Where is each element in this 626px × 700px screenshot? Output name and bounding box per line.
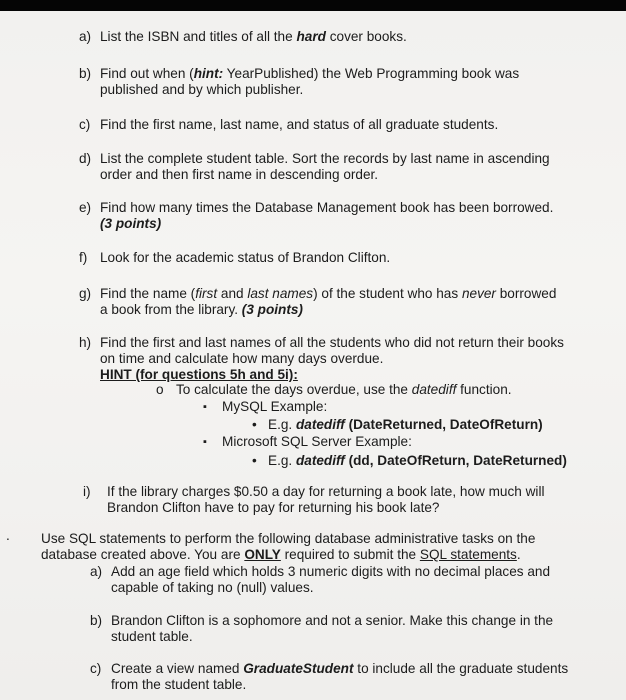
item-b-pre: Find out when (	[100, 66, 194, 81]
item-h-mysql-eg-args: (DateReturned, DateOfReturn)	[344, 417, 543, 432]
section-a-text	[111, 564, 550, 596]
item-b-mid: YearPublished) the Web Programming book was	[223, 66, 520, 81]
item-g-line2: a book from the library.	[100, 302, 242, 317]
item-i-line1: If the library charges $0.50 a day for returning a book late, how much will	[107, 484, 545, 499]
item-h-line2: on time and calculate how many days overdue.	[100, 351, 384, 366]
item-h-mssql-eg-pre: E.g.	[268, 453, 296, 468]
section-intro-mid: required to submit the	[280, 547, 420, 562]
item-d-line2: order and then first name in descending order.	[100, 167, 379, 182]
item-a-post: cover books.	[325, 29, 407, 44]
section-c-label: c)	[90, 661, 102, 676]
item-d-text	[100, 151, 550, 183]
section-a-line1: Add an age field which holds 3 numeric digits with no decimal places and	[111, 564, 551, 579]
item-g-mid: ) of the student who has	[313, 286, 462, 301]
dot-bullet-icon: •	[252, 453, 257, 468]
item-g-and: and	[217, 286, 248, 301]
item-g-never: never	[461, 286, 496, 301]
item-i-text	[107, 484, 545, 516]
item-h-mssql: Microsoft SQL Server Example:	[222, 434, 412, 449]
item-h-hint: HINT (for questions 5h and 5i):	[100, 367, 298, 382]
section-intro	[41, 531, 535, 563]
section-intro-period: .	[516, 547, 521, 562]
section-sql-statements: SQL statements	[419, 547, 517, 562]
item-f-label: f)	[79, 250, 88, 265]
item-g-last-names: last names	[247, 286, 314, 301]
section-marker: .	[6, 528, 10, 543]
section-b-label: b)	[90, 613, 103, 628]
section-b-line2: student table.	[111, 629, 193, 644]
circle-bullet-icon: o	[156, 382, 164, 397]
item-e-text	[100, 200, 553, 232]
item-i-label: i)	[83, 484, 91, 499]
item-h-mysql-eg-pre: E.g.	[268, 417, 296, 432]
item-h-sub1-datediff: datediff	[411, 382, 457, 397]
item-d-label: d)	[79, 151, 92, 166]
section-c-line2: from the student table.	[111, 677, 247, 692]
item-h-sub1-pre: To calculate the days overdue, use the	[176, 382, 412, 397]
item-a-text	[100, 29, 407, 45]
item-g-label: g)	[79, 286, 92, 301]
section-a-line2: capable of taking no (null) values.	[111, 580, 314, 595]
section-c-text	[111, 661, 568, 693]
item-a-emphasis: hard	[296, 29, 326, 44]
item-h-mysql: MySQL Example:	[222, 399, 328, 414]
item-g-post: borrowed	[495, 286, 557, 301]
section-a-label: a)	[90, 564, 103, 579]
top-black-bar	[0, 0, 626, 11]
item-a-label: a)	[79, 29, 92, 44]
item-f-text: Look for the academic status of Brandon Clifton.	[100, 250, 391, 265]
item-g-points: (3 points)	[241, 302, 303, 317]
item-b-label: b)	[79, 66, 92, 81]
item-h-text	[100, 335, 564, 383]
section-c-post: to include all the graduate students	[353, 661, 569, 676]
item-h-mysql-example	[268, 417, 543, 433]
item-c-label: c)	[79, 117, 91, 132]
square-bullet-icon: ▪	[203, 401, 207, 413]
item-g-text	[100, 286, 556, 318]
item-b-line2: published and by which publisher.	[100, 82, 304, 97]
item-g-first: first	[195, 286, 218, 301]
section-c-view-name: GraduateStudent	[243, 661, 354, 676]
item-h-label: h)	[79, 335, 92, 350]
item-a-pre: List the ISBN and titles of all the	[100, 29, 297, 44]
section-b-text	[111, 613, 553, 645]
item-h-mssql-eg-args: (dd, DateOfReturn, DateReturned)	[344, 453, 567, 468]
section-intro-pre: database created above. You are	[41, 547, 245, 562]
item-e-label: e)	[79, 200, 92, 215]
item-h-mssql-eg-datediff: datediff	[295, 453, 345, 468]
section-only: ONLY	[244, 547, 281, 562]
item-b-text	[100, 66, 519, 98]
item-c-text: Find the first name, last name, and status of all graduate students.	[100, 117, 499, 132]
dot-bullet-icon: •	[252, 417, 257, 432]
item-h-sub1	[176, 382, 512, 398]
item-e-points: (3 points)	[100, 216, 162, 231]
item-h-sub1-post: function.	[456, 382, 512, 397]
item-e-line1: Find how many times the Database Management book has been borrowed.	[100, 200, 554, 215]
item-h-line1: Find the first and last names of all the students who did not return their books	[100, 335, 564, 350]
section-intro-line1: Use SQL statements to perform the following database administrative tasks on the	[41, 531, 536, 546]
square-bullet-icon: ▪	[203, 436, 207, 448]
item-b-hint: hint:	[193, 66, 224, 81]
item-d-line1: List the complete student table. Sort the records by last name in ascending	[100, 151, 550, 166]
item-i-line2: Brandon Clifton have to pay for returning his book late?	[107, 500, 440, 515]
item-h-mysql-eg-datediff: datediff	[295, 417, 345, 432]
section-b-line1: Brandon Clifton is a sophomore and not a senior. Make this change in the	[111, 613, 554, 628]
item-h-mssql-example	[268, 453, 567, 469]
section-c-pre: Create a view named	[111, 661, 244, 676]
item-g-pre: Find the name (	[100, 286, 196, 301]
